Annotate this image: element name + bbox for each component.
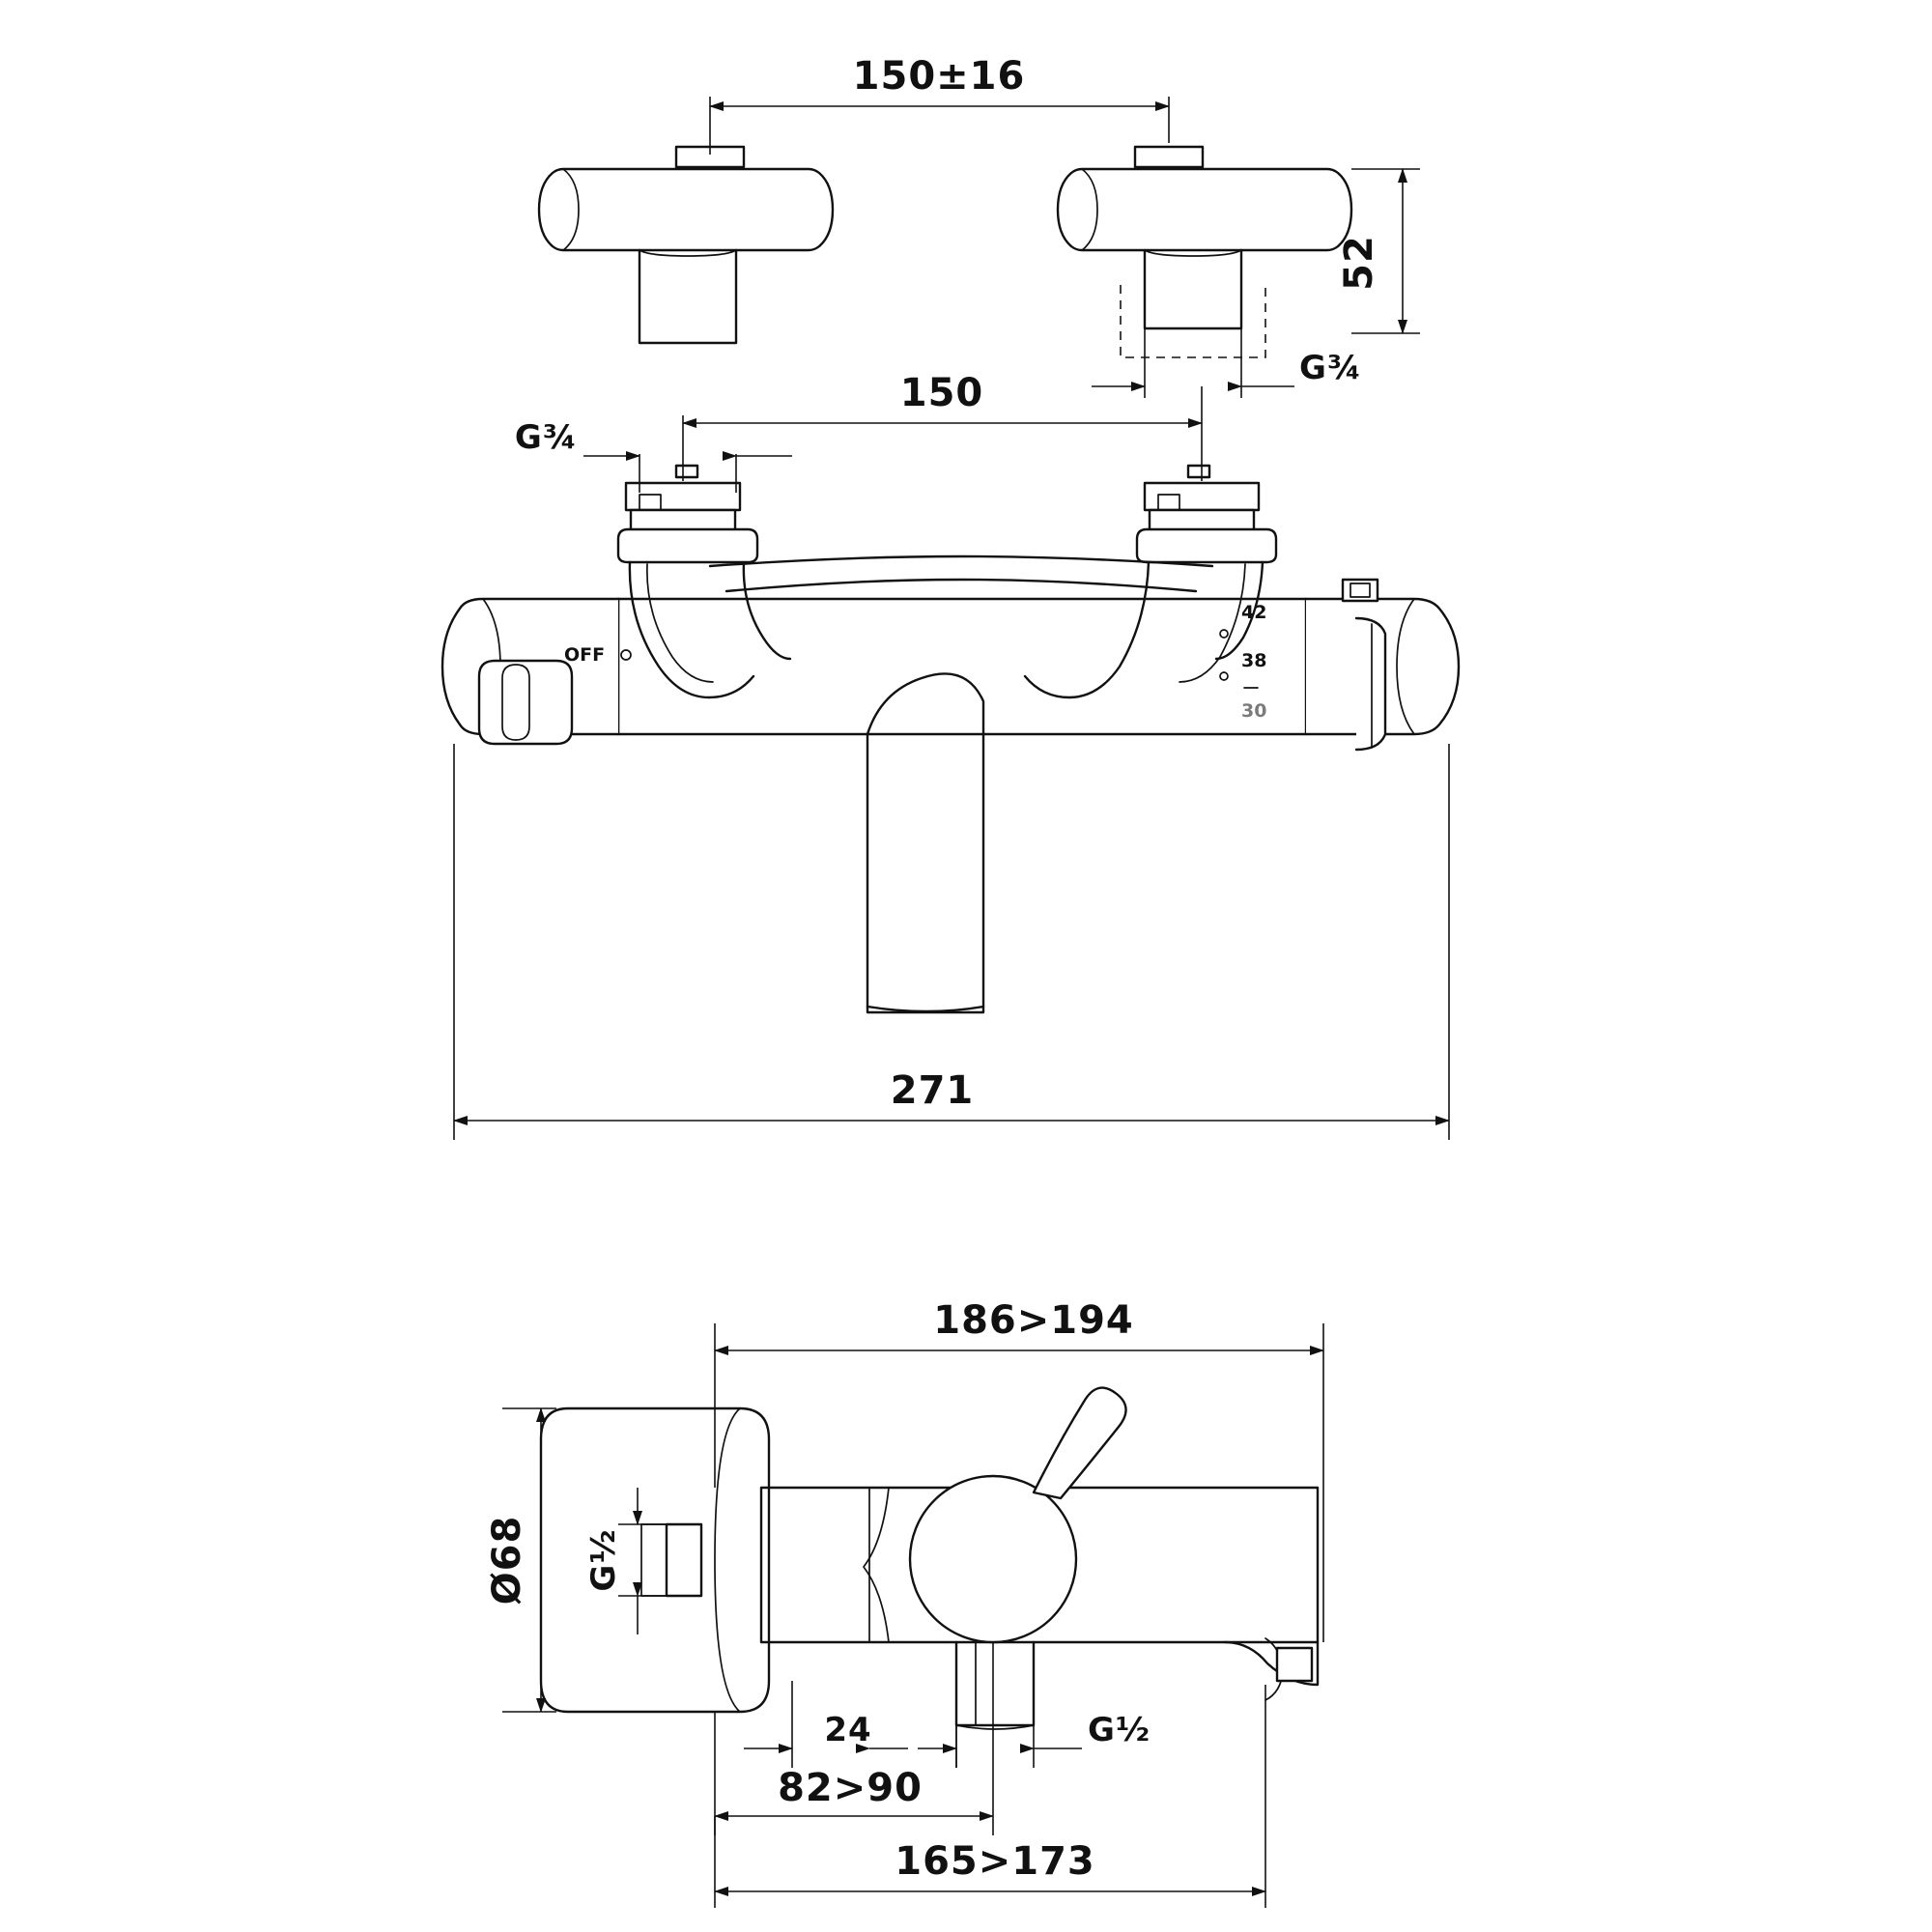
dimension-271 [454,744,1449,1140]
dimension-24 [744,1681,956,1768]
dimension-thread-body-left [515,418,792,493]
dim-label-82-90: 82>90 [778,1766,923,1810]
dimension-150pm16 [710,54,1169,155]
dim-label-186-194: 186>194 [933,1298,1134,1343]
dim-label-outlet-thread: G½ [1088,1711,1151,1749]
mixer-body-front [442,466,1459,1012]
dim-label-271: 271 [890,1068,975,1113]
dim-label-thread-body-left: G¾ [514,418,578,457]
dim-label-inlet-thread: G½ [584,1528,623,1592]
dim-label-150pm16: 150±16 [852,54,1026,99]
dim-label-165-173: 165>173 [895,1839,1095,1884]
top-connector-left [539,147,833,343]
label-temp-42: 42 [1241,602,1267,623]
dim-label-thread-top-right: G¾ [1299,349,1363,387]
dim-label-52: 52 [1337,235,1381,291]
dimension-thread-top-right [1092,349,1362,398]
dim-label-diameter-68: Ø68 [485,1515,529,1605]
dim-label-150: 150 [899,371,984,415]
label-off: OFF [564,644,606,666]
dim-label-24: 24 [824,1711,872,1749]
top-connector-right [1058,147,1351,357]
dimension-150 [683,371,1202,481]
mixer-body-side [541,1388,1318,1729]
label-temp-38: 38 [1241,650,1267,671]
label-temp-30: 30 [1241,700,1267,722]
